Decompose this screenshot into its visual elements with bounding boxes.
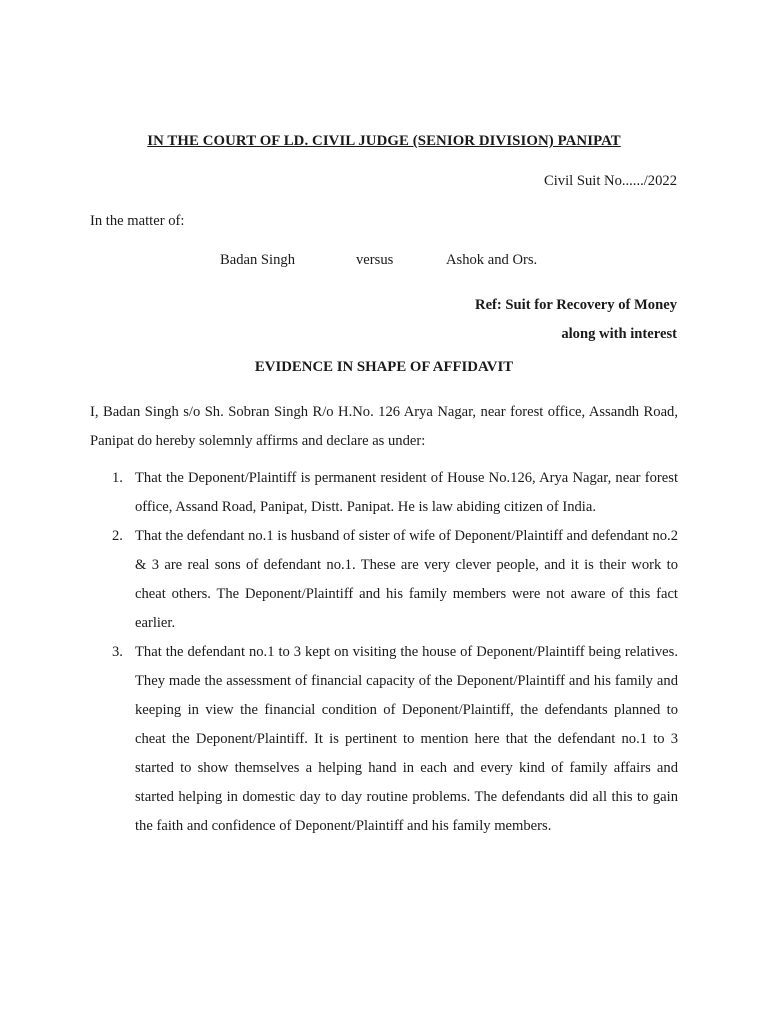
paragraph-number: 2. (112, 528, 123, 544)
paragraph-text: That the defendant no.1 is husband of sister of wife of Deponent/Plaintiff and defendant no.2 & 3 are real sons of defendant no.1. These are very clever people, and it is their work to cheat others. The Deponent/Plaintiff and his family members were not aware of this fact earlier. (135, 528, 678, 631)
court-title: IN THE COURT OF LD. CIVIL JUDGE (SENIOR DIVISION) PANIPAT (147, 133, 621, 149)
paragraph-text: That the Deponent/Plaintiff is permanent resident of House No.126, Arya Nagar, near forest office, Assand Road, Panipat, Distt. Panipat. He is law abiding citizen of India. (135, 470, 678, 515)
reference-block (475, 291, 677, 349)
intro-paragraph: I, Badan Singh s/o Sh. Sobran Singh R/o H.No. 126 Arya Nagar, near forest office, Assandh Road, Panipat do hereby solemnly affirms and declare as under: (90, 404, 678, 449)
paragraph-3 (90, 638, 678, 841)
paragraph-number: 1. (112, 470, 123, 486)
versus-label: versus (356, 252, 394, 268)
paragraph-1 (90, 464, 678, 522)
paragraph-text: That the defendant no.1 to 3 kept on visiting the house of Deponent/Plaintiff being relatives. They made the assessment of financial capacity of the Deponent/Plaintiff and his family and keeping in view the financial condition of Deponent/Plaintiff, the defendants planned to cheat the Deponent/Plaintiff. It is pertinent to mention here that the defendant no.1 to 3 started to show themselves a helping hand in each and every kind of family affairs and started helping in domestic day to day routine problems. The defendants did all this to gain the faith and confidence of Deponent/Plaintiff and his family members. (135, 644, 678, 834)
paragraph-number: 3. (112, 644, 123, 660)
plaintiff-name: Badan Singh (220, 252, 295, 268)
matter-label: In the matter of: (90, 213, 185, 229)
paragraph-2 (90, 522, 678, 638)
parties-line (0, 252, 768, 272)
evidence-title: EVIDENCE IN SHAPE OF AFFIDAVIT (254, 359, 514, 375)
suit-number: Civil Suit No....../2022 (544, 173, 677, 189)
defendant-name: Ashok and Ors. (446, 252, 538, 268)
reference-line-2: along with interest (561, 326, 677, 342)
numbered-paragraphs (90, 464, 678, 841)
reference-line-1: Ref: Suit for Recovery of Money (475, 297, 677, 313)
